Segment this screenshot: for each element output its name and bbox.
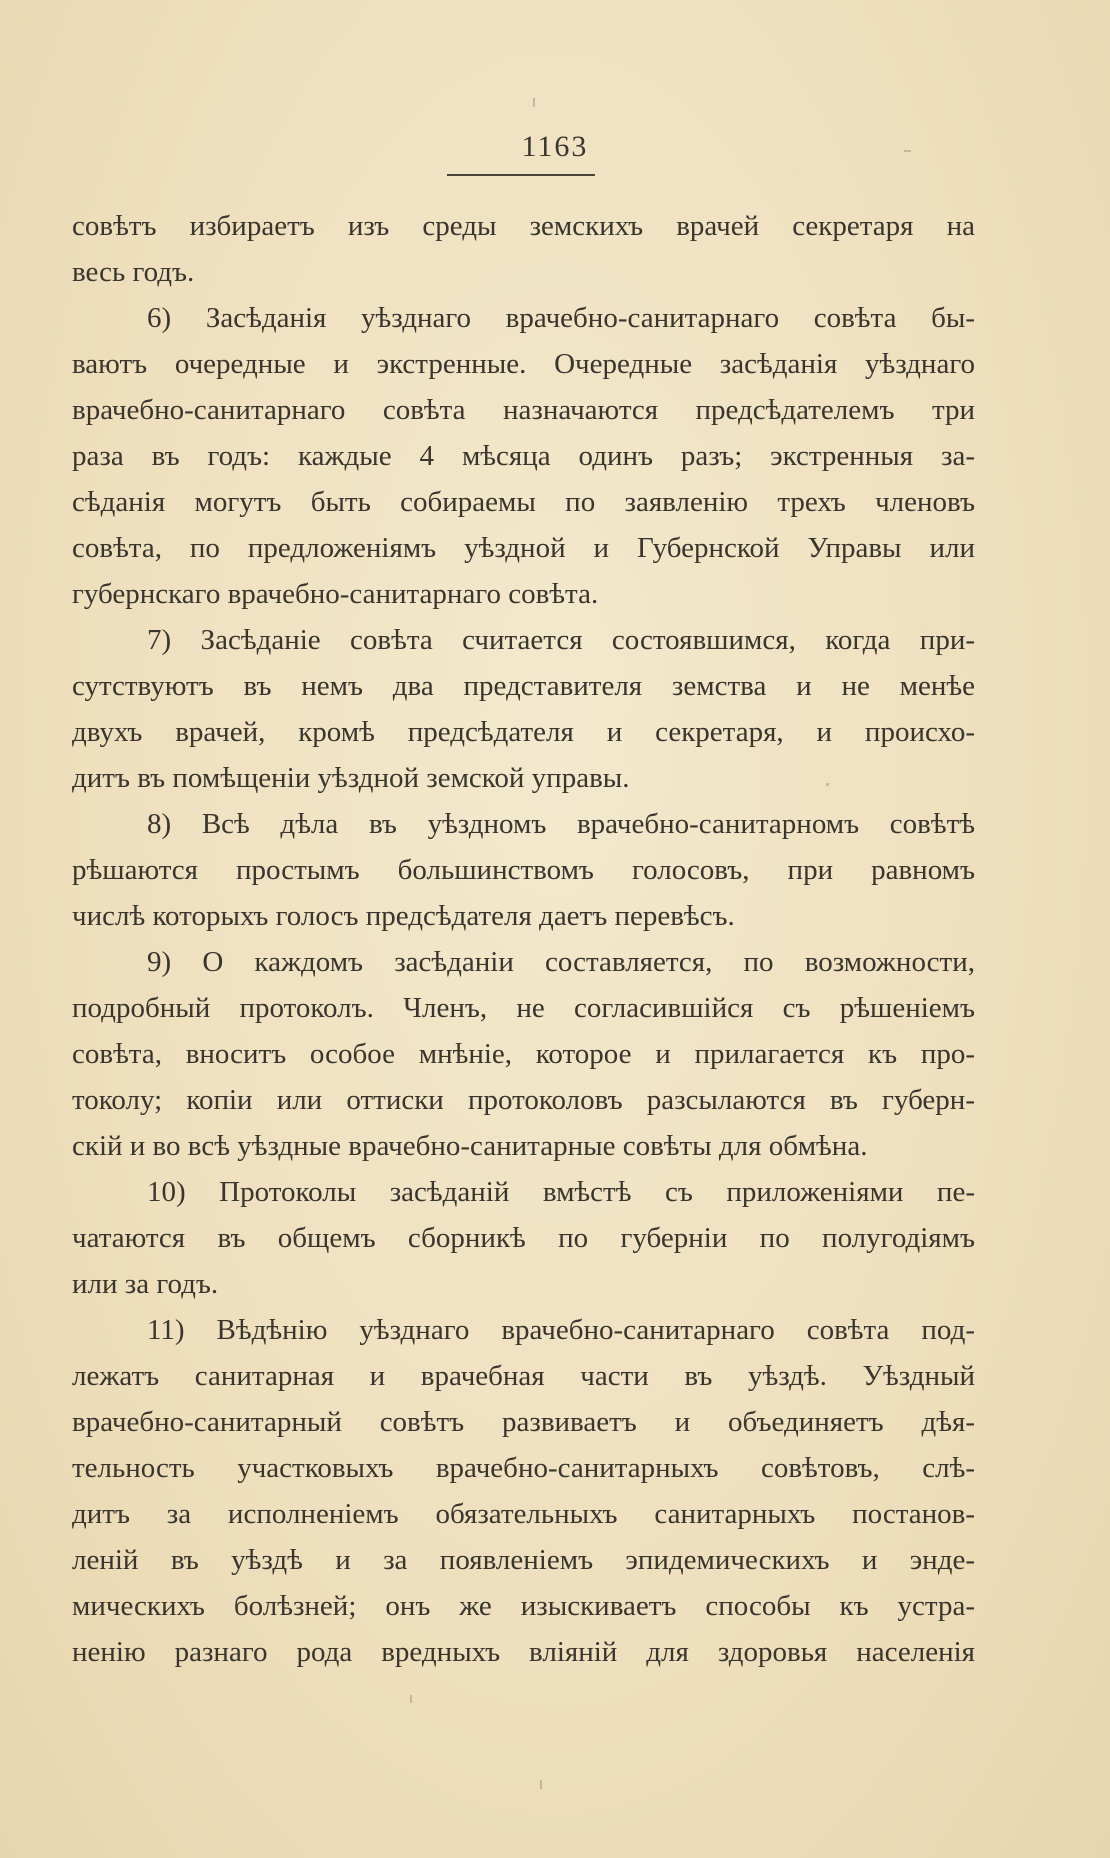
text-line: скій и во всѣ уѣздные врачебно-санитарные совѣты для обмѣна. xyxy=(72,1130,868,1162)
text-line: токолу; копіи или оттиски протоколовъ разсылаются въ губерн- xyxy=(72,1084,975,1116)
text-line: рѣшаются простымъ большинствомъ голосовъ, при равномъ xyxy=(72,854,975,886)
print-speck xyxy=(410,1695,412,1703)
text-line: совѣта, по предложеніямъ уѣздной и Губернской Управы или xyxy=(72,532,975,564)
text-line: ваютъ очередные и экстренные. Очередные засѣданія уѣзднаго xyxy=(72,348,975,380)
text-line: ненію разнаго рода вредныхъ вліяній для здоровья населенія xyxy=(72,1636,975,1668)
text-line: двухъ врачей, кромѣ предсѣдателя и секретаря, и происхо- xyxy=(72,716,975,748)
text-line: дитъ въ помѣщеніи уѣздной земской управы. xyxy=(72,762,630,794)
text-line: врачебно-санитарный совѣтъ развиваетъ и объединяетъ дѣя- xyxy=(72,1406,975,1438)
text-line: 11) Вѣдѣнію уѣзднаго врачебно-санитарнаго совѣта под- xyxy=(147,1314,975,1346)
text-line: весь годъ. xyxy=(72,256,195,288)
text-line: мическихъ болѣзней; онъ же изыскиваетъ способы къ устра- xyxy=(72,1590,975,1622)
text-line: чатаются въ общемъ сборникѣ по губерніи по полугодіямъ xyxy=(72,1222,975,1254)
text-line: леній въ уѣздѣ и за появленіемъ эпидемическихъ и энде- xyxy=(72,1544,975,1576)
text-line: лежатъ санитарная и врачебная части въ уѣздѣ. Уѣздный xyxy=(72,1360,975,1392)
page-number-rule xyxy=(447,174,595,176)
body-text xyxy=(72,203,975,1675)
print-speck xyxy=(826,783,829,786)
text-line: губернскаго врачебно-санитарнаго совѣта. xyxy=(72,578,599,610)
text-line: 8) Всѣ дѣла въ уѣздномъ врачебно-санитарномъ совѣтѣ xyxy=(147,808,975,840)
text-line: сутствуютъ въ немъ два представителя земства и не менѣе xyxy=(72,670,975,702)
text-line: дитъ за исполненіемъ обязательныхъ санитарныхъ постанов- xyxy=(72,1498,975,1530)
page-number: 1163 xyxy=(521,130,589,163)
text-line: врачебно-санитарнаго совѣта назначаются предсѣдателемъ три xyxy=(72,394,975,426)
text-line: числѣ которыхъ голосъ предсѣдателя даетъ перевѣсъ. xyxy=(72,900,735,932)
text-line: 6) Засѣданія уѣзднаго врачебно-санитарнаго совѣта бы- xyxy=(147,302,975,334)
text-line: 10) Протоколы засѣданій вмѣстѣ съ приложеніями пе- xyxy=(147,1176,975,1208)
text-line: или за годъ. xyxy=(72,1268,219,1300)
text-line: раза въ годъ: каждые 4 мѣсяца одинъ разъ; экстренныя за- xyxy=(72,440,975,472)
print-speck xyxy=(533,98,535,107)
text-line: подробный протоколъ. Членъ, не согласившійся съ рѣшеніемъ xyxy=(72,992,975,1024)
text-line: 7) Засѣданіе совѣта считается состоявшимся, когда при- xyxy=(147,624,975,656)
text-line: сѣданія могутъ быть собираемы по заявленію трехъ членовъ xyxy=(72,486,975,518)
text-line: совѣта, вноситъ особое мнѣніе, которое и прилагается къ про- xyxy=(72,1038,975,1070)
text-line: совѣтъ избираетъ изъ среды земскихъ врачей секретаря на xyxy=(72,210,975,242)
print-speck xyxy=(904,150,911,152)
text-line: 9) О каждомъ засѣданіи составляется, по возможности, xyxy=(147,946,975,978)
text-line: тельность участковыхъ врачебно-санитарныхъ совѣтовъ, слѣ- xyxy=(72,1452,975,1484)
print-speck xyxy=(540,1780,542,1789)
